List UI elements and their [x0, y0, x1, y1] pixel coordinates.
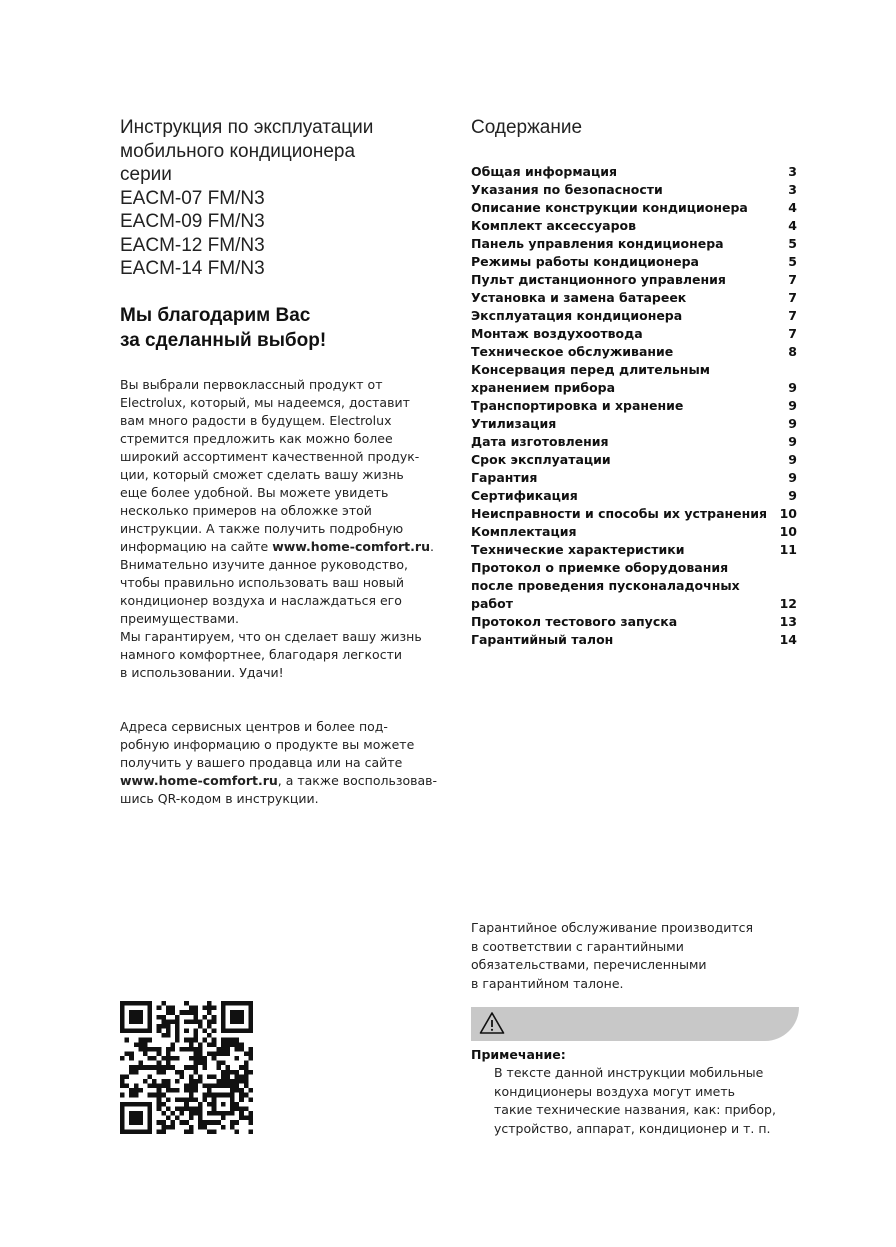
note-line: устройство, аппарат, кондиционер и т. п. — [494, 1120, 771, 1136]
toc-entry-page: 7 — [788, 272, 797, 287]
toc-entry[interactable] — [471, 217, 797, 235]
toc-entry[interactable] — [471, 541, 797, 559]
toc-entry-page: 9 — [788, 398, 797, 413]
toc-entry-label: Общая информация — [471, 164, 618, 179]
toc-entry[interactable] — [471, 415, 797, 433]
warranty-paragraph — [471, 919, 801, 993]
toc-entry[interactable] — [471, 163, 797, 181]
warranty-line: Гарантийное обслуживание производится — [471, 920, 754, 935]
intro-line: кондиционер воздуха и наслаждаться его — [120, 593, 402, 608]
toc-title: Содержание — [471, 117, 583, 138]
toc-entry-label: Протокол о приемке оборудования после проведения пусконаладочных работ — [471, 560, 740, 611]
toc-entry-page: 9 — [788, 452, 797, 467]
service-paragraph — [120, 718, 455, 808]
toc-entry-label: Срок эксплуатации — [471, 452, 611, 467]
note-title: Примечание: — [471, 1047, 566, 1062]
toc-entry-page: 9 — [788, 488, 797, 503]
model-line: EACM-07 FM/N3 — [120, 187, 265, 209]
toc-entry[interactable] — [471, 253, 797, 271]
toc-entry-page: 10 — [779, 506, 797, 521]
model-line: EACM-14 FM/N3 — [120, 258, 265, 279]
title-line: серии — [120, 164, 172, 185]
toc-entry[interactable] — [471, 307, 797, 325]
warranty-line: в соответствии с гарантийными — [471, 938, 684, 954]
toc-entry-label: Неисправности и способы их устранения — [471, 506, 768, 521]
toc-entry-page: 9 — [788, 416, 797, 431]
toc-entry-label: Установка и замена батареек — [471, 290, 687, 305]
toc-entry-label: Панель управления кондиционера — [471, 236, 724, 251]
service-website-link[interactable]: www.home-comfort.ru — [120, 773, 278, 788]
toc-entry[interactable] — [471, 397, 797, 415]
toc-entry-page: 12 — [779, 596, 797, 611]
intro-link-suffix: . — [429, 539, 434, 554]
toc-entry-page: 7 — [788, 326, 797, 341]
toc-entry[interactable] — [471, 613, 797, 631]
intro-line: в использовании. Удачи! — [120, 665, 284, 680]
toc-entry-label: Технические характеристики — [471, 542, 685, 557]
toc-entry-page: 8 — [788, 344, 797, 359]
toc-entry[interactable] — [471, 469, 797, 487]
note-line: кондиционеры воздуха могут иметь — [494, 1083, 735, 1099]
toc-entry-label: Протокол тестового запуска — [471, 614, 678, 629]
warranty-line: обязательствами, перечисленными — [471, 957, 707, 972]
toc-entry-label: Гарантийный талон — [471, 632, 614, 647]
toc-entry-page: 3 — [788, 182, 797, 197]
toc-entry-page: 9 — [788, 434, 797, 449]
intro-line: широкий ассортимент качественной продук- — [120, 449, 420, 464]
toc-entry[interactable] — [471, 559, 797, 613]
intro-line: вам много радости в будущем. Electrolux — [120, 413, 392, 428]
intro-line: намного комфортнее, благодаря легкости — [120, 647, 402, 662]
note-line: такие технические названия, как: прибор, — [494, 1102, 776, 1117]
toc-entry-page: 3 — [788, 164, 797, 179]
model-line: EACM-09 FM/N3 — [120, 211, 265, 232]
service-link-line — [120, 772, 455, 790]
note-line: В тексте данной инструкции мобильные — [494, 1065, 764, 1080]
toc-entry-page: 4 — [788, 200, 797, 215]
qr-code[interactable] — [120, 1001, 253, 1134]
intro-line: стремится предложить как можно более — [120, 431, 393, 446]
toc-entry-page: 9 — [788, 380, 797, 395]
toc-entry-page: 13 — [779, 614, 797, 629]
service-link-suffix: , а также воспользовав- — [277, 773, 438, 788]
toc-entry[interactable] — [471, 505, 797, 523]
toc-entry-page: 11 — [779, 542, 797, 557]
intro-line: еще более удобной. Вы можете увидеть — [120, 485, 389, 500]
toc-entry[interactable] — [471, 181, 797, 199]
toc-entry-label: Описание конструкции кондиционера — [471, 200, 748, 215]
toc-entry-label: Указания по безопасности — [471, 182, 663, 197]
toc-entry[interactable] — [471, 361, 797, 397]
toc-entry-page: 5 — [788, 254, 797, 269]
intro-line: Мы гарантируем, что он сделает вашу жизнь — [120, 629, 422, 644]
warning-triangle-icon — [479, 1011, 505, 1035]
model-line: EACM-12 FM/N3 — [120, 234, 265, 256]
service-line: Адреса сервисных центров и более под- — [120, 719, 388, 734]
toc-entry-label: Монтаж воздухоотвода — [471, 326, 643, 341]
toc-entry-label: Транспортировка и хранение — [471, 398, 684, 413]
toc-entry[interactable] — [471, 289, 797, 307]
toc-entry[interactable] — [471, 343, 797, 361]
toc-entry-label: Комплектация — [471, 524, 577, 539]
toc-entry[interactable] — [471, 271, 797, 289]
intro-link-line — [120, 538, 455, 556]
service-line: шись QR-кодом в инструкции. — [120, 791, 319, 806]
toc-entry[interactable] — [471, 199, 797, 217]
thanks-line: за сделанный выбор! — [120, 330, 327, 351]
intro-line: Вы выбрали первоклассный продукт от — [120, 377, 383, 392]
toc-entry[interactable] — [471, 523, 797, 541]
intro-line: ции, который сможет сделать вашу жизнь — [120, 467, 404, 482]
toc-entry[interactable] — [471, 451, 797, 469]
toc-entry[interactable] — [471, 433, 797, 451]
warranty-line: в гарантийном талоне. — [471, 975, 624, 991]
toc-entry[interactable] — [471, 487, 797, 505]
intro-paragraph — [120, 376, 455, 682]
document-title — [120, 116, 450, 281]
toc-entry-page: 4 — [788, 218, 797, 233]
toc-entry[interactable] — [471, 631, 797, 649]
toc-entry-page: 7 — [788, 308, 797, 323]
intro-line: чтобы правильно использовать ваш новый — [120, 575, 405, 590]
intro-link-prefix: информацию на сайте — [120, 539, 273, 554]
toc-entry-label: Гарантия — [471, 470, 538, 485]
intro-line: несколько примеров на обложке этой — [120, 503, 372, 518]
intro-line: инструкции. А также получить подробную — [120, 521, 404, 536]
toc-entry-page: 14 — [779, 632, 797, 647]
toc-entry-label: Эксплуатация кондиционера — [471, 308, 683, 323]
intro-line: Внимательно изучите данное руководство, — [120, 557, 408, 572]
table-of-contents — [471, 163, 797, 649]
service-line: робную информацию о продукте вы можете — [120, 737, 415, 752]
toc-entry-label: Утилизация — [471, 416, 557, 431]
toc-entry-label: Дата изготовления — [471, 434, 609, 449]
toc-entry-label: Консервация перед длительным хранением прибора — [471, 362, 710, 395]
toc-entry-label: Сертификация — [471, 488, 578, 503]
toc-entry-label: Пульт дистанционного управления — [471, 272, 726, 287]
title-line: мобильного кондиционера — [120, 140, 356, 162]
toc-entry-label: Режимы работы кондиционера — [471, 254, 699, 269]
thanks-line: Мы благодарим Вас — [120, 305, 311, 326]
toc-entry[interactable] — [471, 235, 797, 253]
toc-entry-label: Техническое обслуживание — [471, 344, 674, 359]
website-link[interactable]: www.home-comfort.ru — [272, 539, 430, 554]
toc-entry-page: 9 — [788, 470, 797, 485]
toc-entry-label: Комплект аксессуаров — [471, 218, 637, 233]
title-line: Инструкция по эксплуатации — [120, 117, 374, 138]
note-banner — [471, 1007, 799, 1041]
toc-entry-page: 7 — [788, 290, 797, 305]
service-line: получить у вашего продавца или на сайте — [120, 755, 403, 770]
toc-entry-page: 5 — [788, 236, 797, 251]
intro-line: Electrolux, который, мы надеемся, доставит — [120, 395, 410, 410]
toc-entry-page: 10 — [779, 524, 797, 539]
intro-line: преимуществами. — [120, 611, 239, 626]
note-body — [494, 1064, 804, 1138]
toc-entry[interactable] — [471, 325, 797, 343]
thanks-heading — [120, 303, 450, 353]
